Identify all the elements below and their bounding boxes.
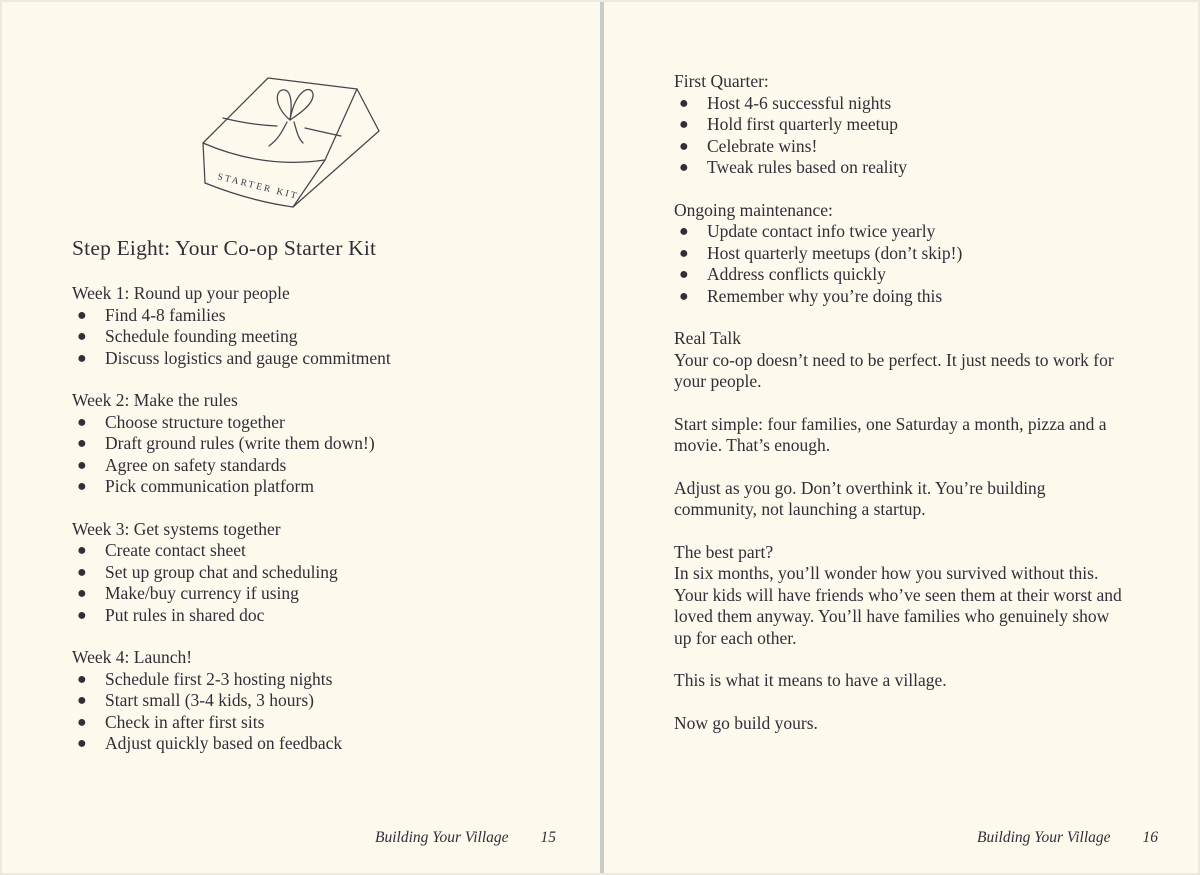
section-heading: Week 3: Get systems together (72, 518, 281, 539)
list-item-text: Choose structure together (105, 411, 285, 432)
bullet-icon: ● (77, 349, 87, 367)
best-part-block (674, 542, 1130, 650)
box-top-back-edges (203, 78, 357, 143)
box-top-right-edge (325, 89, 357, 160)
page-title: Step Eight: Your Co-op Starter Kit (72, 236, 377, 260)
bullet-icon: ● (679, 137, 689, 155)
bullet-icon: ● (679, 116, 689, 133)
list-item-text: Host 4-6 successful nights (707, 92, 892, 113)
list-item-text: Check in after first sits (105, 711, 265, 732)
list-item (674, 93, 1130, 115)
section-heading: Week 1: Round up your people (72, 283, 290, 303)
list-item (72, 540, 548, 562)
bow-right-tail (294, 122, 303, 143)
list-item (72, 433, 548, 455)
bullet-icon: ● (77, 456, 87, 474)
bullet-icon: ● (77, 435, 87, 452)
bullet-icon: ● (679, 287, 689, 305)
list-item (72, 605, 548, 627)
page-number: 15 (540, 829, 556, 846)
left-page-footer (375, 828, 556, 847)
list-item (72, 455, 548, 477)
bullet-icon: ● (77, 692, 87, 709)
list-item-text: Agree on safety standards (105, 454, 287, 475)
bullet-icon: ● (679, 223, 689, 240)
bullet-icon: ● (77, 670, 87, 688)
section-heading: Real Talk (674, 328, 741, 348)
list-item-text: Tweak rules based on reality (707, 157, 907, 177)
list-item (72, 348, 548, 370)
paragraph: Start simple: four families, one Saturday a month, pizza and a movie. That’s enough. (674, 413, 1107, 455)
list-item-text: Pick communication platform (105, 476, 314, 496)
bullet-icon: ● (77, 606, 87, 624)
bow-right-loop (290, 90, 313, 120)
list-item-text: Schedule first 2-3 hosting nights (105, 668, 333, 689)
box-end-long-edge (293, 131, 379, 207)
right-page (604, 2, 1200, 873)
list-item (674, 136, 1130, 158)
list-item (72, 412, 548, 434)
list-item-text: Remember why you’re doing this (707, 285, 943, 306)
book-title: Building Your Village (977, 829, 1111, 846)
bullet-icon: ● (77, 413, 87, 431)
right-page-footer (977, 828, 1158, 847)
section-heading: Week 4: Launch! (72, 647, 193, 667)
ribbon-left (223, 118, 277, 126)
starter-kit-label: STARTER KIT (216, 172, 300, 203)
starter-kit-box-illustration (195, 76, 385, 216)
paragraph: In six months, you’ll wonder how you survived without this. Your kids will have friends who’ve seen them at their worst and loved them anyway. You’ll have families who genuinely show up for each other. (674, 563, 1122, 648)
bullet-icon: ● (77, 306, 87, 324)
list-item-text: Update contact info twice yearly (707, 221, 936, 241)
week-2-section (72, 390, 548, 498)
left-page (2, 2, 600, 873)
section-heading: Ongoing maintenance: (674, 199, 833, 220)
list-item (72, 326, 548, 348)
list-item-text: Hold first quarterly meetup (707, 114, 898, 134)
list-item (674, 114, 1130, 136)
list-item (72, 733, 548, 755)
first-quarter-section (674, 71, 1130, 179)
ribbon-right (305, 128, 341, 136)
real-talk-block (674, 328, 1130, 393)
section-heading: The best part? (674, 541, 774, 562)
bow-left-loop (277, 90, 291, 120)
list-item-text: Set up group chat and scheduling (105, 561, 338, 582)
bullet-icon: ● (77, 478, 87, 495)
list-item (72, 712, 548, 734)
list-item (72, 562, 548, 584)
bullet-icon: ● (679, 266, 689, 283)
list-item (674, 221, 1130, 243)
paragraph: This is what it means to have a village. (674, 670, 947, 690)
list-item (72, 305, 548, 327)
ongoing-maintenance-section (674, 200, 1130, 308)
list-item-text: Host quarterly meetups (don’t skip!) (707, 242, 963, 263)
box-top-near-edge (203, 143, 325, 162)
section-heading: First Quarter: (674, 71, 769, 91)
list-item (72, 583, 548, 605)
week-1-section (72, 283, 548, 369)
list-item (674, 157, 1130, 179)
bullet-icon: ● (679, 159, 689, 176)
list-item-text: Make/buy currency if using (105, 583, 299, 603)
paragraph: Your co-op doesn’t need to be perfect. It just needs to work for your people. (674, 349, 1114, 391)
bullet-icon: ● (77, 328, 87, 345)
list-item-text: Start small (3-4 kids, 3 hours) (105, 690, 315, 710)
bullet-icon: ● (77, 542, 87, 559)
book-title: Building Your Village (375, 829, 509, 846)
list-item-text: Create contact sheet (105, 540, 246, 560)
section-heading: Week 2: Make the rules (72, 390, 238, 410)
list-item-text: Adjust quickly based on feedback (105, 733, 343, 753)
list-item (674, 286, 1130, 308)
week-3-section (72, 519, 548, 627)
list-item (674, 264, 1130, 286)
list-item-text: Address conflicts quickly (707, 264, 886, 284)
list-item (72, 690, 548, 712)
bullet-icon: ● (77, 713, 87, 731)
bullet-icon: ● (77, 735, 87, 752)
paragraph: Now go build yours. (674, 712, 818, 733)
box-end-top-edge (357, 89, 379, 131)
bullet-icon: ● (77, 585, 87, 602)
page-number: 16 (1142, 829, 1158, 846)
paragraph: Adjust as you go. Don’t overthink it. You’re building community, not launching a startup. (674, 477, 1046, 519)
list-item (674, 243, 1130, 265)
list-item-text: Put rules in shared doc (105, 604, 265, 625)
list-item-text: Celebrate wins! (707, 135, 818, 156)
list-item-text: Schedule founding meeting (105, 326, 298, 346)
list-item-text: Discuss logistics and gauge commitment (105, 347, 391, 368)
week-4-section (72, 647, 548, 755)
list-item (72, 669, 548, 691)
bullet-icon: ● (679, 244, 689, 262)
bullet-icon: ● (679, 94, 689, 112)
list-item-text: Draft ground rules (write them down!) (105, 433, 375, 453)
list-item (72, 476, 548, 498)
list-item-text: Find 4-8 families (105, 304, 226, 325)
bullet-icon: ● (77, 563, 87, 581)
box-front-left-edge (203, 143, 205, 183)
